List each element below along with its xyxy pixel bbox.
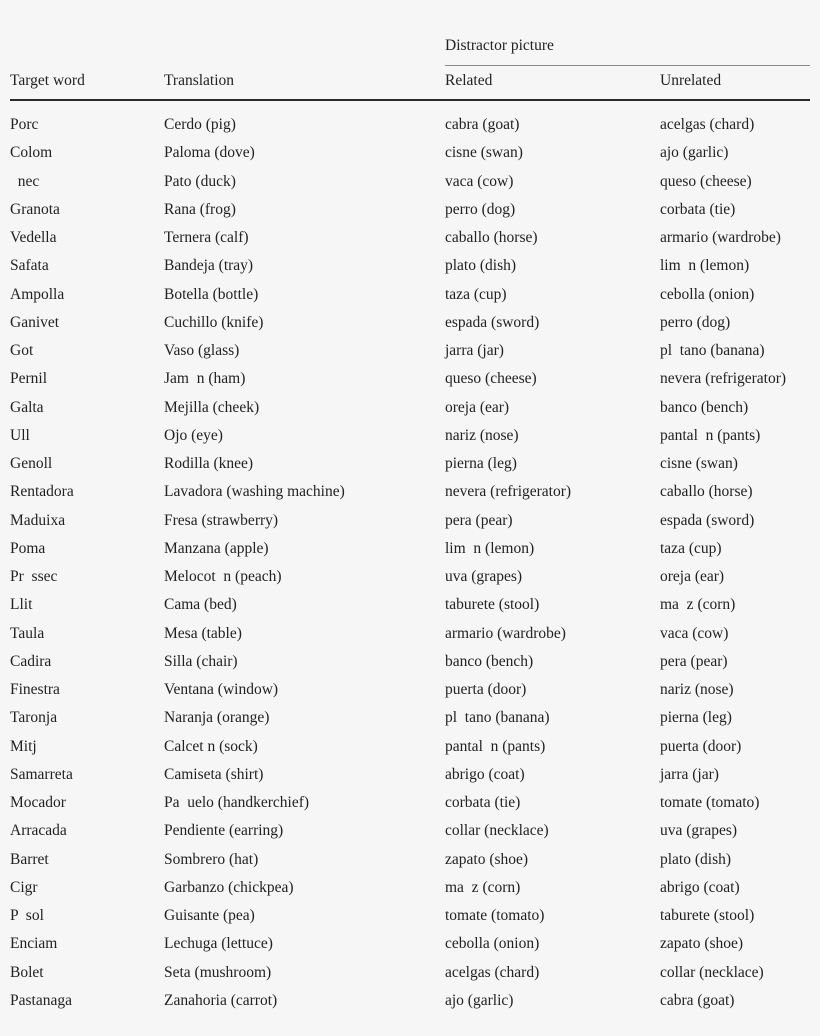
- related-distractor-cell: cabra (goat): [445, 116, 520, 133]
- unrelated-distractor-cell: collar (necklace): [660, 963, 764, 981]
- unrelated-distractor-cell: caballo (horse): [660, 483, 753, 501]
- unrelated-distractor-cell: pera (pear): [660, 652, 728, 670]
- target-word-cell: Ull: [10, 426, 30, 444]
- table-row: [0, 934, 820, 962]
- table-row: [0, 426, 820, 454]
- table-row: [0, 228, 820, 256]
- translation-cell: Mesa (table): [164, 624, 242, 642]
- related-distractor-cell: plato (dish): [445, 257, 517, 275]
- group-header-rule: [445, 65, 810, 66]
- target-word-cell: Ganivet: [10, 313, 60, 331]
- unrelated-distractor-cell: pierna (leg): [660, 709, 732, 727]
- group-header-distractor-picture: Distractor picture: [445, 37, 554, 54]
- table-row: [0, 115, 820, 143]
- target-word-cell: Finestra: [10, 681, 60, 698]
- translation-cell: Pa uelo (handkerchief): [164, 794, 310, 811]
- target-word-cell: Genoll: [10, 455, 53, 472]
- target-word-cell: Maduixa: [10, 511, 66, 529]
- unrelated-distractor-cell: queso (cheese): [660, 172, 752, 190]
- related-distractor-cell: vaca (cow): [445, 172, 514, 190]
- unrelated-distractor-cell: taburete (stool): [660, 907, 755, 924]
- related-distractor-cell: ajo (garlic): [445, 991, 514, 1009]
- table-row: [0, 143, 820, 171]
- related-distractor-cell: armario (wardrobe): [445, 624, 566, 642]
- target-word-cell: Taula: [10, 624, 45, 642]
- target-word-cell: Granota: [10, 200, 60, 218]
- translation-cell: Silla (chair): [164, 652, 238, 670]
- table-row: [0, 313, 820, 341]
- column-header-target-word: Target word: [10, 72, 85, 89]
- table-row: [0, 595, 820, 623]
- table-row: [0, 737, 820, 765]
- related-distractor-cell: pierna (leg): [445, 455, 517, 472]
- unrelated-distractor-cell: puerta (door): [660, 737, 742, 755]
- table-row: [0, 398, 820, 426]
- related-distractor-cell: abrigo (coat): [445, 765, 525, 783]
- translation-cell: Lavadora (washing machine): [164, 483, 345, 501]
- table-row: [0, 172, 820, 200]
- related-distractor-cell: banco (bench): [445, 652, 534, 670]
- header-rule: [10, 99, 810, 101]
- translation-cell: Fresa (strawberry): [164, 511, 279, 529]
- column-header-related: Related: [445, 72, 493, 89]
- translation-cell: Paloma (dove): [164, 144, 255, 162]
- target-word-cell: Poma: [10, 539, 46, 557]
- unrelated-distractor-cell: nariz (nose): [660, 681, 734, 698]
- translation-cell: Pendiente (earring): [164, 822, 284, 840]
- table-row: [0, 793, 820, 821]
- translation-cell: Ternera (calf): [164, 229, 249, 246]
- table-row: [0, 991, 820, 1019]
- related-distractor-cell: perro (dog): [445, 200, 516, 218]
- translation-cell: Rana (frog): [164, 200, 236, 218]
- target-word-cell: Rentadora: [10, 483, 74, 501]
- unrelated-distractor-cell: nevera (refrigerator): [660, 370, 787, 388]
- table-row: [0, 878, 820, 906]
- table-row: [0, 850, 820, 878]
- target-word-cell: Llit: [10, 596, 33, 614]
- translation-cell: Sombrero (hat): [164, 850, 259, 868]
- translation-cell: Lechuga (lettuce): [164, 935, 273, 953]
- unrelated-distractor-cell: pl tano (banana): [660, 342, 765, 359]
- unrelated-distractor-cell: pantal n (pants): [660, 426, 761, 444]
- translation-cell: Zanahoria (carrot): [164, 991, 278, 1009]
- table-row: [0, 454, 820, 482]
- unrelated-distractor-cell: lim n (lemon): [660, 257, 750, 275]
- target-word-cell: Mocador: [10, 794, 66, 811]
- related-distractor-cell: nevera (refrigerator): [445, 483, 572, 501]
- table-row: [0, 963, 820, 991]
- target-word-cell: Pastanaga: [10, 991, 72, 1009]
- translation-cell: Cerdo (pig): [164, 116, 236, 133]
- translation-cell: Rodilla (knee): [164, 455, 254, 472]
- related-distractor-cell: ma z (corn): [445, 878, 521, 896]
- related-distractor-cell: lim n (lemon): [445, 539, 535, 557]
- target-word-cell: Ampolla: [10, 285, 65, 303]
- translation-cell: Cuchillo (knife): [164, 313, 264, 331]
- related-distractor-cell: pantal n (pants): [445, 737, 546, 755]
- related-distractor-cell: pera (pear): [445, 511, 513, 529]
- column-header-translation: Translation: [164, 72, 235, 89]
- translation-cell: Camiseta (shirt): [164, 765, 264, 783]
- target-word-cell: Pernil: [10, 370, 48, 388]
- target-word-cell: Mitj: [10, 737, 37, 755]
- target-word-cell: Porc: [10, 116, 39, 133]
- related-distractor-cell: puerta (door): [445, 681, 527, 698]
- table-row: [0, 708, 820, 736]
- table-row: [0, 624, 820, 652]
- related-distractor-cell: acelgas (chard): [445, 963, 540, 981]
- related-distractor-cell: caballo (horse): [445, 229, 538, 246]
- target-word-cell: Bolet: [10, 963, 44, 981]
- related-distractor-cell: cebolla (onion): [445, 935, 540, 953]
- related-distractor-cell: tomate (tomato): [445, 907, 545, 924]
- target-word-cell: Enciam: [10, 935, 58, 953]
- related-distractor-cell: zapato (shoe): [445, 850, 529, 868]
- target-word-cell: Cadira: [10, 652, 52, 670]
- unrelated-distractor-cell: espada (sword): [660, 511, 755, 529]
- translation-cell: Jam n (ham): [164, 370, 246, 388]
- translation-cell: Seta (mushroom): [164, 963, 272, 981]
- target-word-cell: Colom: [10, 144, 53, 162]
- related-distractor-cell: queso (cheese): [445, 370, 537, 388]
- table-row: [0, 906, 820, 934]
- related-distractor-cell: pl tano (banana): [445, 709, 550, 727]
- unrelated-distractor-cell: armario (wardrobe): [660, 229, 781, 246]
- unrelated-distractor-cell: taza (cup): [660, 539, 722, 557]
- target-word-cell: Samarreta: [10, 765, 73, 783]
- table-row: [0, 285, 820, 313]
- translation-cell: Cama (bed): [164, 596, 237, 614]
- table-row: [0, 511, 820, 539]
- table-row: [0, 200, 820, 228]
- target-word-cell: nec: [10, 172, 40, 190]
- table-row: [0, 765, 820, 793]
- translation-cell: Bandeja (tray): [164, 257, 254, 275]
- related-distractor-cell: cisne (swan): [445, 144, 523, 162]
- unrelated-distractor-cell: zapato (shoe): [660, 935, 744, 953]
- translation-cell: Manzana (apple): [164, 539, 269, 557]
- translation-cell: Naranja (orange): [164, 709, 270, 727]
- related-distractor-cell: taza (cup): [445, 285, 507, 303]
- target-word-cell: P sol: [10, 907, 44, 924]
- related-distractor-cell: espada (sword): [445, 313, 540, 331]
- translation-cell: Mejilla (cheek): [164, 398, 260, 416]
- related-distractor-cell: oreja (ear): [445, 398, 510, 416]
- target-word-cell: Pr ssec: [10, 568, 58, 585]
- table-row: [0, 256, 820, 284]
- table-row: [0, 821, 820, 849]
- target-word-cell: Got: [10, 342, 34, 359]
- translation-cell: Guisante (pea): [164, 907, 255, 924]
- target-word-cell: Taronja: [10, 709, 58, 727]
- unrelated-distractor-cell: perro (dog): [660, 313, 731, 331]
- table-row: [0, 341, 820, 369]
- unrelated-distractor-cell: ma z (corn): [660, 596, 736, 614]
- unrelated-distractor-cell: tomate (tomato): [660, 794, 760, 811]
- table-row: [0, 652, 820, 680]
- translation-cell: Ventana (window): [164, 681, 279, 698]
- unrelated-distractor-cell: cisne (swan): [660, 455, 738, 472]
- unrelated-distractor-cell: plato (dish): [660, 850, 732, 868]
- unrelated-distractor-cell: banco (bench): [660, 398, 749, 416]
- table-row: [0, 680, 820, 708]
- related-distractor-cell: corbata (tie): [445, 794, 521, 811]
- table-row: [0, 567, 820, 595]
- column-header-unrelated: Unrelated: [660, 72, 722, 89]
- table-row: [0, 369, 820, 397]
- translation-cell: Botella (bottle): [164, 285, 259, 303]
- translation-cell: Vaso (glass): [164, 342, 240, 359]
- target-word-cell: Galta: [10, 398, 44, 416]
- translation-cell: Ojo (eye): [164, 426, 223, 444]
- unrelated-distractor-cell: ajo (garlic): [660, 144, 729, 162]
- unrelated-distractor-cell: oreja (ear): [660, 568, 725, 585]
- translation-cell: Melocot n (peach): [164, 568, 282, 585]
- translation-cell: Calcet n (sock): [164, 737, 258, 755]
- target-word-cell: Arracada: [10, 822, 67, 840]
- unrelated-distractor-cell: abrigo (coat): [660, 878, 740, 896]
- unrelated-distractor-cell: uva (grapes): [660, 822, 738, 840]
- related-distractor-cell: taburete (stool): [445, 596, 540, 614]
- translation-cell: Pato (duck): [164, 172, 236, 190]
- unrelated-distractor-cell: cabra (goat): [660, 991, 735, 1009]
- related-distractor-cell: collar (necklace): [445, 822, 549, 840]
- unrelated-distractor-cell: corbata (tie): [660, 200, 736, 218]
- table-body: [0, 115, 820, 1019]
- table-row: [0, 482, 820, 510]
- unrelated-distractor-cell: cebolla (onion): [660, 285, 755, 303]
- target-word-cell: Safata: [10, 257, 49, 275]
- target-word-cell: Vedella: [10, 229, 57, 246]
- unrelated-distractor-cell: jarra (jar): [660, 765, 719, 783]
- translation-cell: Garbanzo (chickpea): [164, 878, 294, 896]
- unrelated-distractor-cell: acelgas (chard): [660, 116, 755, 133]
- target-word-cell: Cigr: [10, 878, 38, 896]
- target-word-cell: Barret: [10, 850, 49, 868]
- table-row: [0, 539, 820, 567]
- related-distractor-cell: jarra (jar): [445, 342, 504, 359]
- related-distractor-cell: nariz (nose): [445, 426, 519, 444]
- related-distractor-cell: uva (grapes): [445, 568, 523, 585]
- unrelated-distractor-cell: vaca (cow): [660, 624, 729, 642]
